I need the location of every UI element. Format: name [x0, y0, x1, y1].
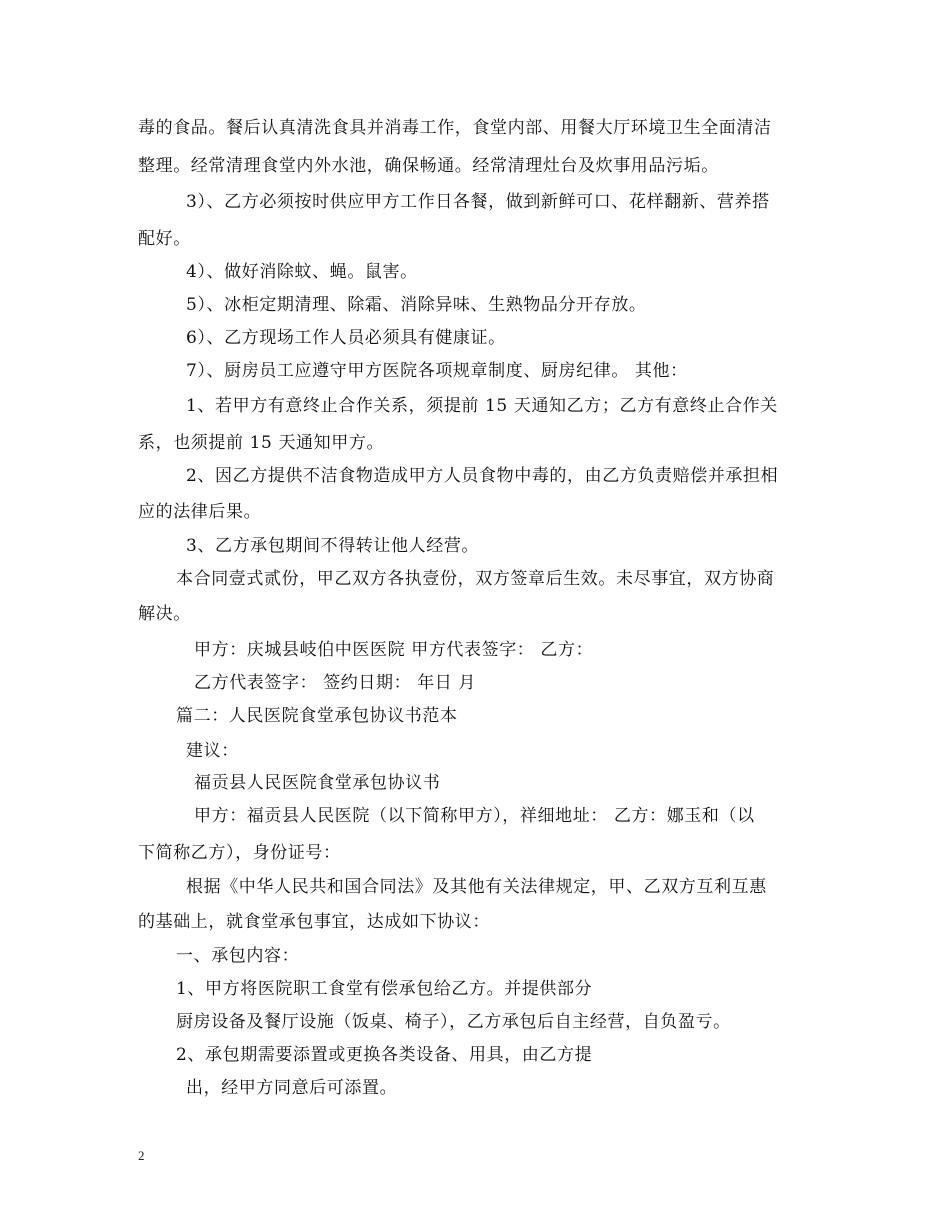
text-line: 1、若甲方有意终止合作关系，须提前 15 天通知乙方；乙方有意终止合作关: [186, 396, 778, 416]
text-line: 建议：: [186, 741, 239, 761]
text-line: 下简称乙方），身份证号：: [138, 843, 341, 863]
text-line: 毒的食品。餐后认真清洗食具并消毒工作，食堂内部、用餐大厅环境卫生全面清洁: [138, 118, 772, 138]
text-line: 出，经甲方同意后可添置。: [186, 1078, 398, 1098]
text-line: 系，也须提前 15 天通知甲方。: [138, 433, 385, 453]
signature-line: 甲方：庆城县岐伯中医医院 甲方代表签字： 乙方：: [194, 640, 594, 660]
page-number: 2: [138, 1148, 145, 1163]
text-line: 配好。: [138, 229, 191, 249]
agreement-title: 福贡县人民医院食堂承包协议书: [194, 773, 441, 793]
text-line: 本合同壹式贰份，甲乙双方各执壹份，双方签章后生效。未尽事宜，双方协商: [176, 569, 775, 589]
text-line: 1、甲方将医院职工食堂有偿承包给乙方。并提供部分: [176, 979, 593, 999]
text-line: 4）、做好消除蚊、蝇。鼠害。: [186, 262, 418, 282]
text-line: 厨房设备及餐厅设施（饭桌、椅子），乙方承包后自主经营，自负盈亏。: [176, 1012, 731, 1032]
text-line: 2、因乙方提供不洁食物造成甲方人员食物中毒的，由乙方负责赔偿并承担相: [186, 466, 779, 486]
text-line: 整理。经常清理食堂内外水池，确保畅通。经常清理灶台及炊事用品污垢。: [138, 156, 719, 176]
text-line: 3）、乙方必须按时供应甲方工作日各餐，做到新鲜可口、花样翻新、营养搭: [186, 192, 770, 212]
text-line: 的基础上，就食堂承包事宜，达成如下协议：: [138, 912, 490, 932]
text-line: 2、承包期需要添置或更换各类设备、用具，由乙方提: [176, 1045, 593, 1065]
signature-line: 乙方代表签字： 签约日期： 年日 月: [194, 673, 477, 693]
text-line: 应的法律后果。: [138, 502, 262, 522]
section-heading: 篇二：人民医院食堂承包协议书范本: [176, 706, 458, 726]
text-line: 5）、冰柜定期清理、除霜、消除异味、生熟物品分开存放。: [186, 295, 647, 315]
text-line: 6）、乙方现场工作人员必须具有健康证。: [186, 328, 506, 348]
text-line: 根据《中华人民共和国合同法》及其他有关法律规定，甲、乙双方互利互惠: [186, 877, 767, 897]
text-line: 解决。: [138, 604, 191, 624]
text-line: 3、乙方承包期间不得转让他人经营。: [186, 536, 480, 556]
text-line: 一、承包内容：: [176, 946, 300, 966]
text-line: 甲方：福贡县人民医院（以下简称甲方），祥细地址： 乙方：娜玉和（以: [194, 806, 755, 826]
text-line: 7）、厨房员工应遵守甲方医院各项规章制度、厨房纪律。 其他：: [186, 361, 688, 381]
